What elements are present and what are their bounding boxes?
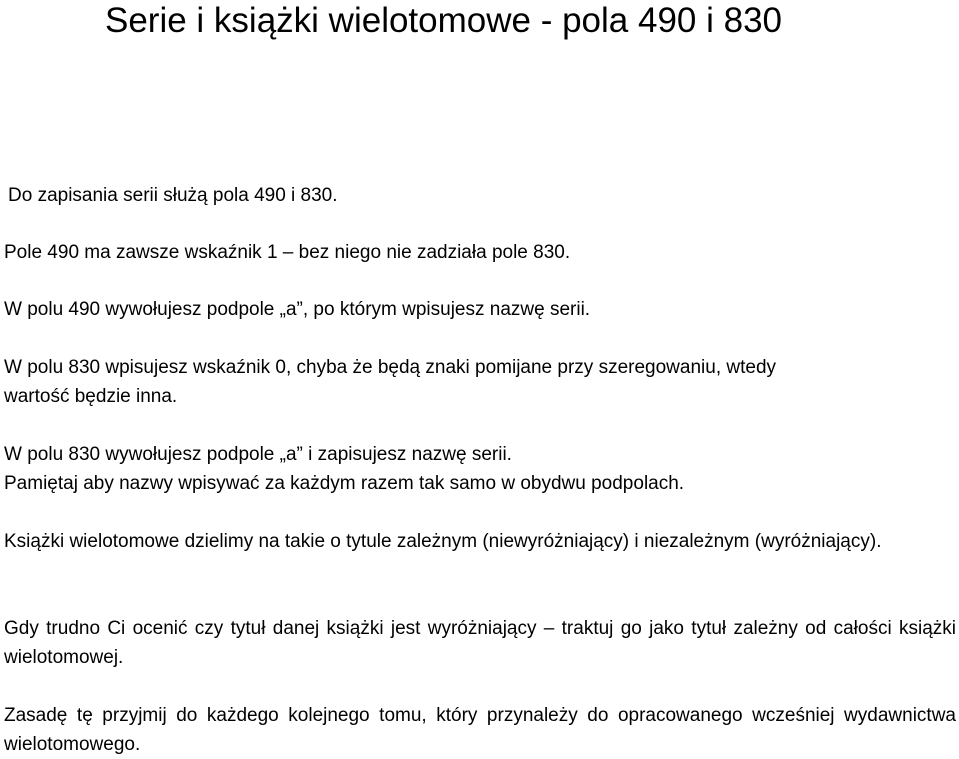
paragraph-volume-rule: Zasadę tę przyjmij do każdego kolejnego tomu, który przynależy do opracowanego wcześniej wydawnictwa wielotomowego. — [4, 705, 956, 755]
paragraph-fields-intro: Do zapisania serii służą pola 490 i 830. — [8, 185, 338, 206]
paragraph-field-490-subfield: W polu 490 wywołujesz podpole „a”, po którym wpisujesz nazwę serii. — [4, 299, 591, 320]
paragraph-field-490-indicator: Pole 490 ma zawsze wskaźnik 1 – bez niego nie zadziała pole 830. — [4, 242, 571, 263]
paragraph-field-830-subfield: W polu 830 wywołujesz podpole „a” i zapisujesz nazwę serii. — [4, 444, 512, 465]
paragraph-naming-tip: Pamiętaj aby nazwy wpisywać za każdym razem tak samo w obydwu podpolach. — [4, 473, 685, 494]
paragraph-dependent-title-tip: Gdy trudno Ci ocenić czy tytuł danej książki jest wyróżniający – traktuj go jako tytuł zależny od całości książki wielotomowej. — [4, 618, 956, 668]
paragraph-field-830-indicator: W polu 830 wpisujesz wskaźnik 0, chyba że będą znaki pomijane przy szeregowaniu, wtedy wartość będzie inna. — [4, 357, 777, 407]
paragraph-multivolume-types: Książki wielotomowe dzielimy na takie o tytule zależnym (niewyróżniający) i niezależnym (wyróżniający). — [4, 531, 882, 552]
slide-title: Serie i książki wielotomowe - pola 490 i 830 — [105, 1, 782, 40]
